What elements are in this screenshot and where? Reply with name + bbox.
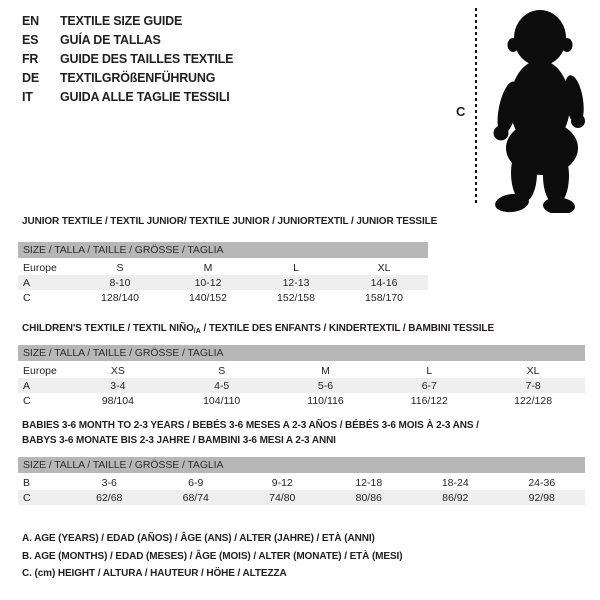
cell: M: [321, 364, 330, 377]
height-measure-label: C: [456, 104, 466, 119]
cell: 74/80: [269, 491, 296, 504]
cell: XL: [526, 364, 540, 377]
language-row-de: [22, 69, 233, 88]
cell: 4-5: [214, 379, 230, 392]
legend-notes: [22, 530, 402, 583]
cell: 92/98: [528, 491, 555, 504]
row-label: Europe: [23, 261, 57, 274]
cell: 6-7: [421, 379, 437, 392]
row-label: A: [23, 379, 31, 392]
toddler-silhouette: [482, 7, 594, 213]
cell: 110/116: [307, 394, 344, 407]
size-header: SIZE / TALLA / TAILLE / GRÖSSE / TAGLIA: [18, 345, 585, 362]
row-label: B: [23, 476, 31, 489]
language-list: [22, 12, 233, 107]
note-height-cm: C. (cm) HEIGHT / ALTURA / HAUTEUR / HÖHE / ALTEZZA: [22, 568, 287, 579]
language-code: DE: [22, 71, 39, 85]
cell: L: [293, 261, 299, 274]
table-row: [18, 290, 428, 305]
cell: S: [218, 364, 226, 377]
cell: 140/152: [189, 291, 227, 304]
cell: 98/104: [101, 394, 134, 407]
cell: 7-8: [525, 379, 541, 392]
cell: 5-6: [317, 379, 334, 392]
table-row: [18, 378, 585, 393]
table-row: [18, 490, 585, 505]
cell: 12-18: [355, 476, 383, 489]
table-row: [18, 259, 428, 275]
cell: 3-4: [110, 379, 126, 392]
children-title-pre: CHILDREN'S TEXTILE / TEXTIL NIÑO: [22, 323, 194, 334]
language-label: GUIDE DES TAILLES TEXTILE: [60, 52, 234, 66]
row-label: A: [23, 276, 31, 289]
cell: 62/68: [96, 491, 123, 504]
size-header: SIZE / TALLA / TAILLE / GRÖSSE / TAGLIA: [18, 242, 428, 259]
row-label: C: [23, 394, 31, 407]
children-table-title: [22, 321, 494, 339]
cell: 24-36: [528, 476, 556, 489]
junior-size-table: [18, 242, 428, 305]
cell: 158/170: [365, 291, 403, 304]
row-label: C: [23, 491, 31, 504]
language-row-fr: [22, 50, 233, 69]
language-code: IT: [22, 90, 33, 104]
cell: 18-24: [441, 476, 469, 489]
language-code: FR: [22, 52, 39, 66]
table-row: [18, 275, 428, 290]
cell: 116/122: [410, 394, 448, 407]
children-size-table: [18, 345, 585, 408]
cell: 104/110: [203, 394, 241, 407]
cell: XS: [110, 364, 125, 377]
cell: 6-9: [188, 476, 204, 489]
note-age-months: B. AGE (MONTHS) / EDAD (MESES) / ÂGE (MOIS) / ALTER (MONATE) / ETÀ (MESI): [22, 550, 403, 562]
size-header: SIZE / TALLA / TAILLE / GRÖSSE / TAGLIA: [18, 457, 585, 474]
language-label: TEXTILE SIZE GUIDE: [60, 14, 183, 28]
cell: M: [203, 261, 213, 274]
cell: 122/128: [514, 394, 553, 407]
language-label: TEXTILGRÖßENFÜHRUNG: [60, 71, 216, 85]
height-measure-dashed-line: [475, 8, 477, 206]
language-row-es: [22, 31, 233, 50]
language-code: ES: [22, 33, 39, 47]
size-header-row: [18, 345, 585, 362]
babies-size-table: [18, 457, 585, 505]
cell: 8-10: [109, 276, 131, 289]
language-code: EN: [22, 14, 39, 28]
cell: 152/158: [277, 291, 315, 304]
size-header-row: [18, 242, 428, 259]
babies-title-line1: BABIES 3-6 MONTH TO 2-3 YEARS / BEBÉS 3-6 MESES A 2-3 AÑOS / BÉBÉS 3-6 MOIS À 2-3 ANS /: [22, 420, 479, 431]
cell: 80/86: [355, 491, 382, 504]
cell: 3-6: [101, 476, 117, 489]
language-row-en: [22, 12, 233, 31]
cell: 68/74: [182, 491, 209, 504]
cell: 86/92: [442, 491, 469, 504]
language-label: GUÍA DE TALLAS: [60, 33, 161, 47]
cell: 9-12: [271, 476, 293, 489]
note-age-years: A. AGE (YEARS) / EDAD (AÑOS) / ÂGE (ANS) / ALTER (JAHRE) / ETÀ (ANNI): [22, 533, 375, 544]
cell: 12-13: [282, 276, 310, 289]
junior-table-title: JUNIOR TEXTILE / TEXTIL JUNIOR/ TEXTILE JUNIOR / JUNIORTEXTIL / JUNIOR TESSILE: [22, 216, 438, 227]
table-row: [18, 393, 585, 408]
children-title-subscript: /A: [193, 328, 201, 335]
cell: 128/140: [101, 291, 139, 304]
cell: S: [116, 261, 124, 274]
table-row: [18, 474, 585, 490]
size-header-row: [18, 457, 585, 474]
cell: 10-12: [194, 276, 222, 289]
table-row: [18, 362, 585, 378]
row-label: Europe: [23, 364, 57, 377]
language-row-it: [22, 88, 233, 107]
children-title-post: / TEXTILE DES ENFANTS / KINDERTEXTIL / BAMBINI TESSILE: [200, 323, 495, 334]
language-label: GUIDA ALLE TAGLIE TESSILI: [60, 90, 230, 104]
cell: L: [426, 364, 433, 377]
babies-title-line2: BABYS 3-6 MONATE BIS 2-3 JAHRE / BAMBINI 3-6 MESI A 2-3 ANNI: [22, 435, 336, 446]
babies-table-title: [22, 418, 479, 448]
row-label: C: [23, 291, 31, 304]
cell: XL: [377, 261, 391, 274]
cell: 14-16: [370, 276, 398, 289]
